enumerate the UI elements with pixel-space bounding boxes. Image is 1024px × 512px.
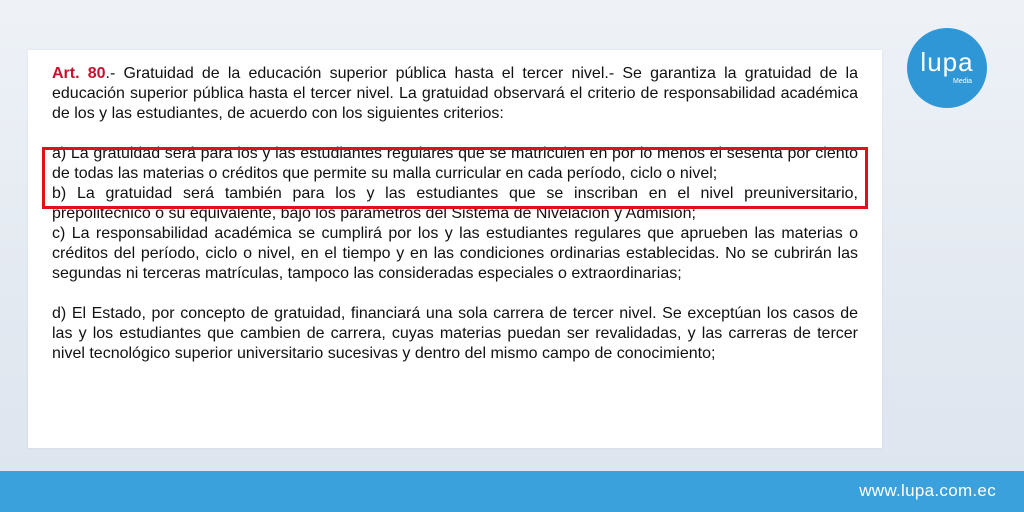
article-number: Art. 80 (52, 65, 106, 82)
item-c: c) La responsabilidad académica se cumplirá por los y las estudiantes regulares que aprueben las materias o créditos del período, ciclo o nivel, en el tiempo y en las condiciones ordinarias establecidas. No se cubrirán las segundas ni terceras matrículas, tampoco las consideradas especiales o extraordinarias; (52, 225, 858, 282)
article-body (52, 64, 858, 364)
paragraph-gap (52, 124, 858, 144)
footer-bar (0, 471, 1024, 512)
paragraph-gap (52, 284, 858, 304)
logo-subtitle: Media (953, 78, 973, 85)
lupa-logo (907, 28, 987, 108)
item-b: b) La gratuidad será también para los y las estudiantes que se inscriban en el nivel preuniversitario, prepolitécnico o su equivalente, bajo los parámetros del Sistema de Nivelación y Admisión; (52, 185, 858, 222)
item-d: d) El Estado, por concepto de gratuidad, financiará una sola carrera de tercer nivel. Se exceptúan los casos de las y los estudiantes que cambien de carrera, cuyas materias puedan ser revalidadas, y las carreras de tercer nivel tecnológico superior universitario sucesivas y dentro del mismo campo de conocimiento; (52, 305, 858, 362)
article-intro (52, 64, 858, 124)
logo-wordmark: lupa (920, 47, 974, 77)
document-card (28, 50, 882, 448)
website-url[interactable]: www.lupa.com.ec (859, 481, 996, 500)
item-a: a) La gratuidad será para los y las estudiantes regulares que se matriculen en por lo menos el sesenta por ciento de todas las materias o créditos que permite su malla curricular en cada período, ciclo o nivel; (52, 145, 858, 182)
article-heading: .- Gratuidad de la educación superior pública hasta el tercer nivel.- Se garantiza la gratuidad de la educación superior pública hasta el tercer nivel. La gratuidad observará el criterio de responsabilidad académica de los y las estudiantes, de acuerdo con los siguientes criterios: (52, 65, 859, 122)
